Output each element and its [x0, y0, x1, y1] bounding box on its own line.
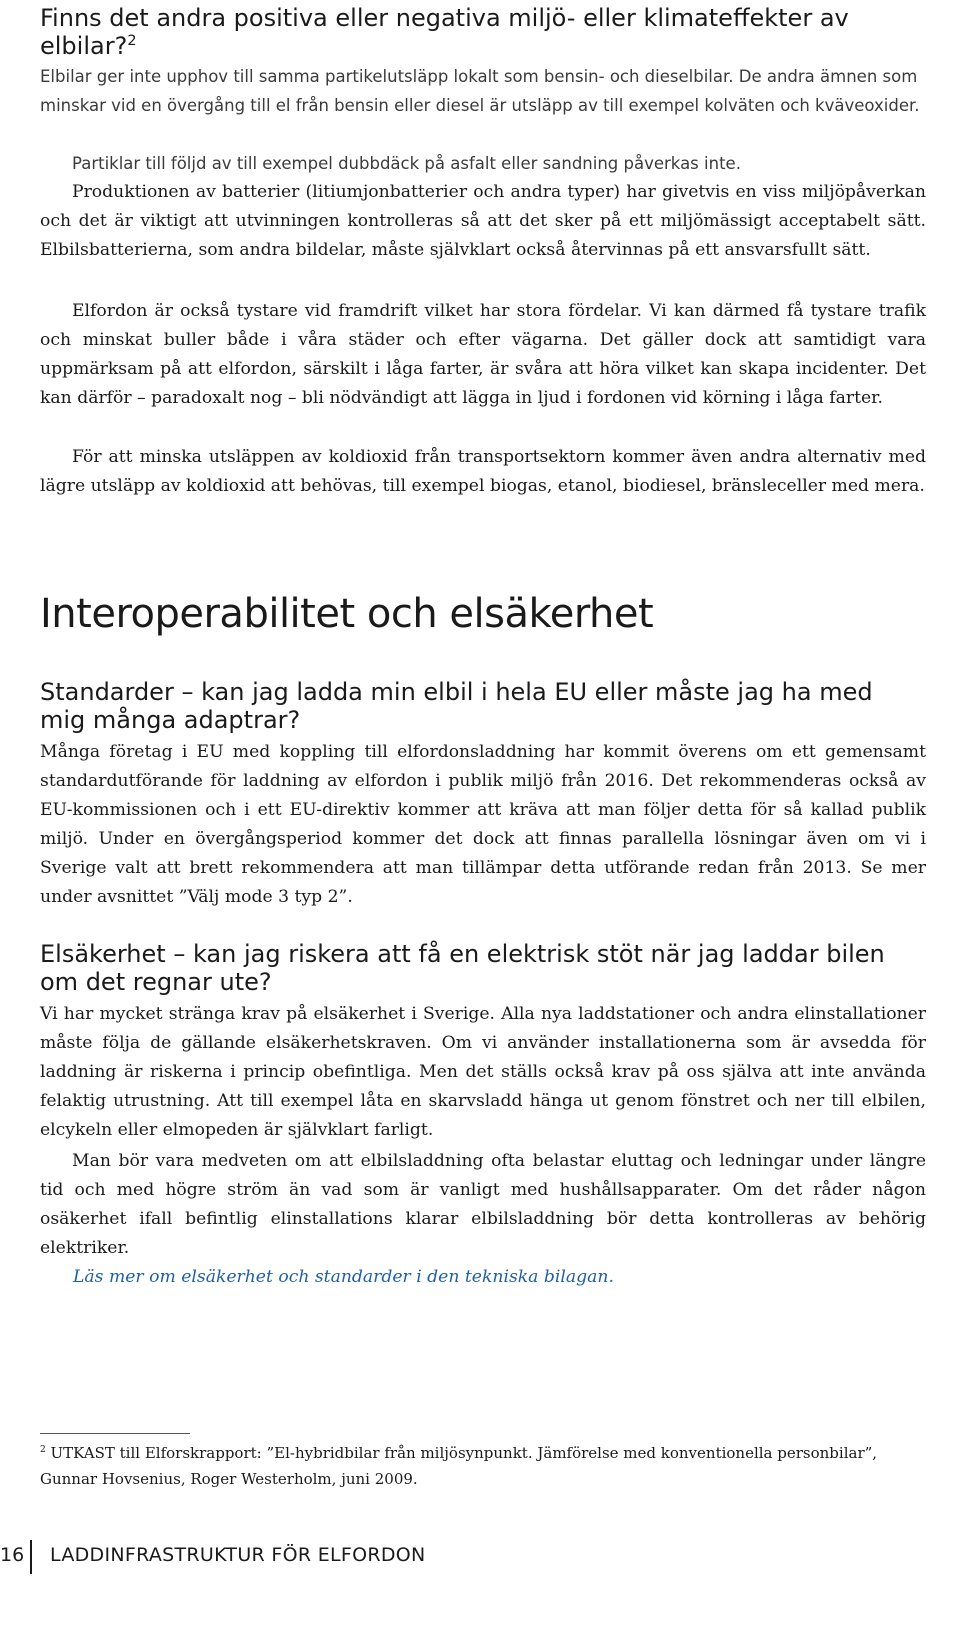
paragraph: Elfordon är också tystare vid framdrift vilket har stora fördelar. Vi kan därmed få tystare trafik och minskat buller både i våra städer och efter vägarna. Det gäller dock att samtidigt vara uppmärksam på att elfordon, särskilt i låga farter, är svåra att höra vilket kan skapa incidenter. Det kan därför – paradoxalt nog – bli nödvändigt att lägga in ljud i fordonen vid körning i låga farter.: [40, 301, 926, 408]
paragraph: Produktionen av batterier (litiumjonbatterier och andra typer) har givetvis en viss miljöpåverkan och det är viktigt att utvinningen kontrolleras så att det sker på ett miljömässigt acceptabelt sätt. Elbilsbatterierna, som andra bildelar, måste självklart också återvinnas på ett ansvarsfullt sätt.: [40, 182, 926, 260]
paragraph: Många företag i EU med koppling till elfordonsladdning har kommit överens om ett gemensamt standardutförande för laddning av elfordon i publik miljö från 2016. Det rekommenderas också av EU-kommissionen och i ett EU-direktiv kommer att kräva att man följer detta för så kallad publik miljö. Under en övergångsperiod kommer det dock att finnas parallella lösningar även om vi i Sverige valt att brett rekommendera att man tillämpar detta utförande redan från 2013. Se mer under avsnittet ”Välj mode 3 typ 2”.: [40, 742, 926, 907]
section-heading-environment: [40, 4, 920, 60]
chapter-title: Interoperabilitet och elsäkerhet: [40, 591, 654, 637]
paragraph: Elbilar ger inte upphov till samma partikelutsläpp lokalt som bensin- och dieselbilar. De andra ämnen som minskar vid en övergång till el från bensin eller diesel är utsläpp av till exempel kolväten och kväveoxider.: [40, 67, 920, 115]
footer-divider: [30, 1540, 32, 1574]
page-number: 16: [0, 1544, 25, 1566]
footnote-marker: 2: [40, 1445, 46, 1455]
section-heading-text: Finns det andra positiva eller negativa miljö- eller klimateffekter av elbilar?: [40, 4, 849, 60]
paragraph: För att minska utsläppen av koldioxid från transportsektorn kommer även andra alternativ med lägre utsläpp av koldioxid att behövas, till exempel biogas, etanol, biodiesel, bränsleceller med mera.: [40, 447, 926, 496]
page-footer: [0, 1540, 960, 1570]
running-title: LADDINFRASTRUKTUR FÖR ELFORDON: [50, 1544, 426, 1566]
footnote: [40, 1440, 920, 1492]
paragraph: Man bör vara medveten om att elbilsladdning ofta belastar eluttag och ledningar under längre tid och med högre ström än vad som är vanligt med hushållsapparater. Om det råder någon osäkerhet ifall befintlig elinstallations klarar elbilsladdning bör detta kontrolleras av behörig elektriker.: [40, 1151, 926, 1258]
paragraph: Partiklar till följd av till exempel dubbdäck på asfalt eller sandning påverkas inte.: [72, 154, 741, 173]
footnote-ref[interactable]: 2: [127, 33, 137, 49]
section-heading-electrical-safety: Elsäkerhet – kan jag riskera att få en elektrisk stöt när jag laddar bilen om det regnar ute?: [40, 940, 885, 996]
footnote-text: UTKAST till Elforskrapport: ”El-hybridbilar från miljösynpunkt. Jämförelse med konventionella personbilar”, Gunnar Hovsenius, Roger Westerholm, juni 2009.: [40, 1444, 878, 1488]
footnote-divider: [40, 1433, 190, 1434]
paragraph: Vi har mycket stränga krav på elsäkerhet i Sverige. Alla nya laddstationer och andra elinstallationer måste följa de gällande elsäkerhetskraven. Om vi använder installationerna som är avsedda för laddning är riskerna i princip obefintliga. Men det ställs också krav på oss själva att inte använda felaktig utrustning. Att till exempel låta en skarvsladd hänga ut genom fönstret och ner till elbilen, elcykeln eller elmopeden är självklart farligt.: [40, 1004, 926, 1140]
technical-appendix-link[interactable]: Läs mer om elsäkerhet och standarder i den tekniska bilagan.: [73, 1267, 614, 1287]
section-heading-standards: Standarder – kan jag ladda min elbil i hela EU eller måste jag ha med mig många adaptrar?: [40, 678, 873, 734]
